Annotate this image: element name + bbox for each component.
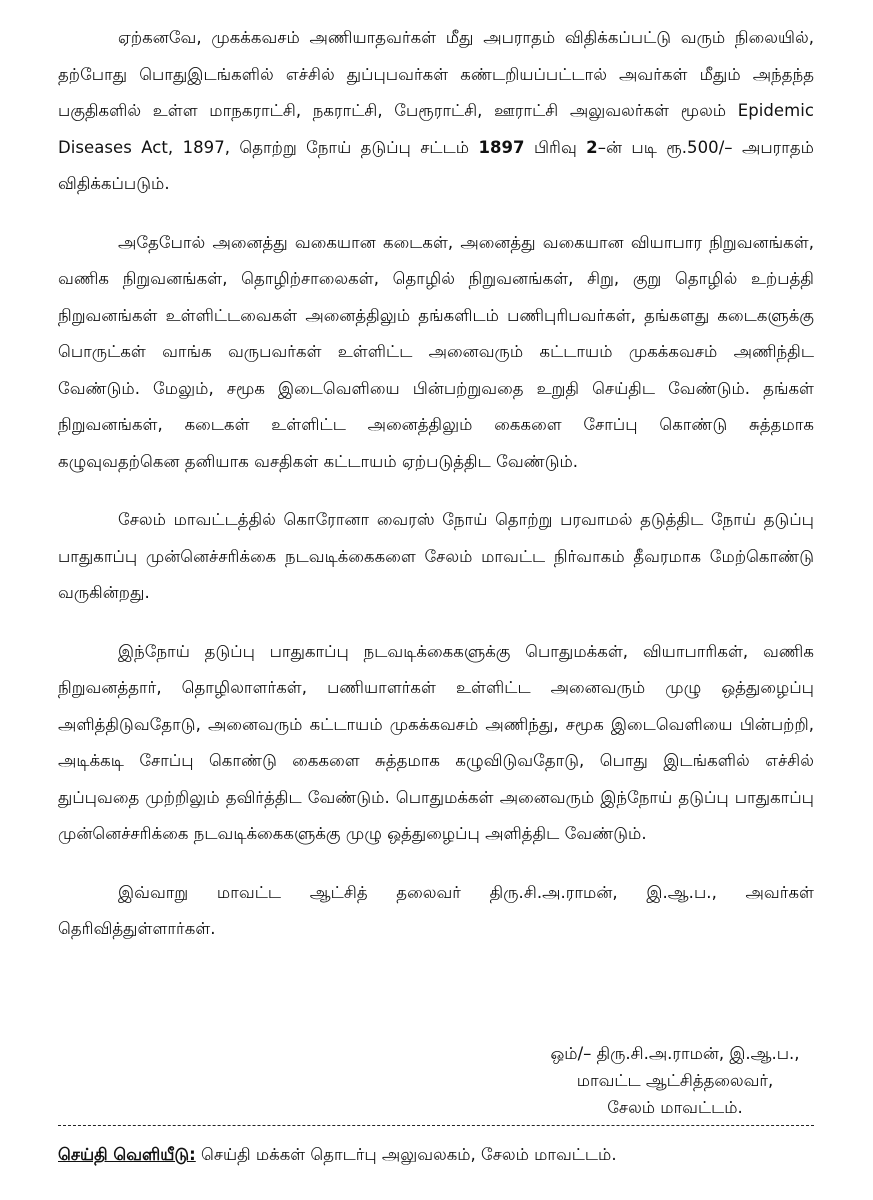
footer-text: செய்தி மக்கள் தொடர்பு அலுவலகம், சேலம் மாவட்டம். <box>195 1145 617 1164</box>
signature-title: மாவட்ட ஆட்சித்தலைவர், <box>576 1071 774 1090</box>
press-release-footer <box>58 1140 814 1170</box>
dashed-divider <box>58 1125 814 1126</box>
paragraph-fine-notice-text-2: பிரிவு <box>524 137 587 157</box>
paragraph-collector-statement: இவ்வாறு மாவட்ட ஆட்சித் தலைவர் திரு.சி.அ.ராமன், இ.ஆ.ப., அவர்கள் தெரிவித்துள்ளார்கள். <box>58 882 814 938</box>
signature-name: ஒம்/– திரு.சி.அ.ராமன், இ.ஆ.ப., <box>550 1044 800 1063</box>
paragraph-shops-mask-mandate: அதேபோல் அனைத்து வகையான கடைகள், அனைத்து வகையான வியாபார நிறுவனங்கள், வணிக நிறுவனங்கள், தொழிற்சாலைகள், தொழில் நிறுவனங்கள், சிறு, குறு தொழில் உற்பத்தி நிறுவனங்கள் உள்ளிட்டவைகள் அனைத்திலும் தங்களிடம் பணிபுரிபவர்கள், தங்களது கடைகளுக்கு பொருட்கள் வாங்க வருபவர்கள் உள்ளிட்ட அனைவரும் கட்டாயம் முகக்கவசம் அணிந்திட வேண்டும். மேலும், சமூக இடைவெளியை பின்பற்றுவதை உறுதி செய்திட வேண்டும். தங்கள் நிறுவனங்கள், கடைகள் உள்ளிட்ட அனைத்திலும் கைகளை சோப்பு கொண்டு சுத்தமாக கழுவுவதற்கென தனியாக வசதிகள் கட்டாயம் ஏற்படுத்திட வேண்டும். <box>58 232 814 471</box>
footer-label: செய்தி வெளியீடு: <box>58 1145 196 1164</box>
paragraph-public-cooperation: இந்நோய் தடுப்பு பாதுகாப்பு நடவடிக்கைகளுக்கு பொதுமக்கள், வியாபாரிகள், வணிக நிறுவனத்தார், தொழிலாளர்கள், பணியாளர்கள் உள்ளிட்ட அனைவரும் முழு ஒத்துழைப்பு அளித்திடுவதோடு, அனைவரும் கட்டாயம் முகக்கவசம் அணிந்து, சமூக இடைவெளியை பின்பற்றி, அடிக்கடி சோப்பு கொண்டு கைகளை சுத்தமாக கழுவிடுவதோடு, பொது இடங்களில் எச்சில் துப்புவதை முற்றிலும் தவிர்த்திட வேண்டும். பொதுமக்கள் அனைவரும் இந்நோய் தடுப்பு பாதுகாப்பு முன்னெச்சரிக்கை நடவடிக்கைகளுக்கு முழு ஒத்துழைப்பு அளித்திட வேண்டும். <box>58 641 814 843</box>
press-release-body <box>58 20 814 948</box>
signature-block <box>535 1040 815 1121</box>
paragraph-fine-notice <box>58 20 814 203</box>
paragraph-district-measures: சேலம் மாவட்டத்தில் கொரோனா வைரஸ் நோய் தொற்று பரவாமல் தடுத்திட நோய் தடுப்பு பாதுகாப்பு முன்னெச்சரிக்கை நடவடிக்கைகளை சேலம் மாவட்ட நிர்வாகம் தீவரமாக மேற்கொண்டு வருகின்றது. <box>58 510 814 602</box>
act-year: 1897 <box>478 137 525 157</box>
section-number: 2 <box>586 137 598 157</box>
paragraph-fine-notice-text: ஏற்கனவே, முகக்கவசம் அணியாதவர்கள் மீது அபராதம் விதிக்கப்பட்டு வரும் நிலையில், தற்போது பொதுஇடங்களில் எச்சில் துப்புபவர்கள் கண்டறியப்பட்டால் அவர்கள் மீதும் அந்தந்த பகுதிகளில் உள்ள மாநகராட்சி, நகராட்சி, பேரூராட்சி, ஊராட்சி அலுவலர்கள் மூலம் Epidemic Diseases Act, 1897, தொற்று நோய் தடுப்பு சட்டம் <box>58 28 814 157</box>
signature-district: சேலம் மாவட்டம். <box>607 1098 743 1117</box>
paragraph-fine-notice-text-3: –ன் படி ரூ.500/– அபராதம் விதிக்கப்படும். <box>58 137 814 193</box>
